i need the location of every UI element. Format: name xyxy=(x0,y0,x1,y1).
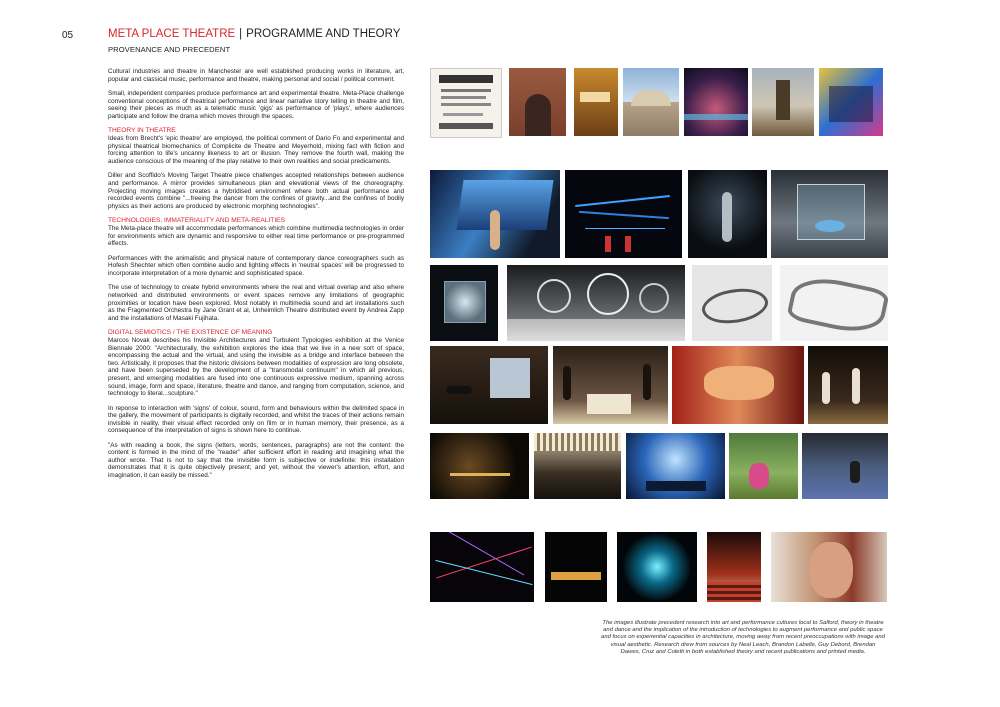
intro-paragraph-1: Cultural industries and theatre in Manchester are well established producing works in literature, art, popular and classical music, performance and theatre, making personal and social / political comment. xyxy=(108,68,404,83)
semiotics-paragraph-2: In reponse to interaction with 'signs' of colour, sound, form and behaviours within the delimited space in the gallery, the movement of participants is digitally recorded, and whilst the traces of their actions remain invisible in reality, their visual effect recorded only on film or in human memory, their presence, as a consequence of the interpretation of signs is shown here to continue. xyxy=(108,404,404,435)
image-colourful-poster xyxy=(819,68,883,136)
image-red-stairs xyxy=(707,532,761,602)
title-primary: META PLACE THEATRE xyxy=(108,28,236,40)
image-wire-sculptures xyxy=(507,265,685,341)
image-blue-projection xyxy=(626,433,725,499)
body-text-column xyxy=(108,68,404,487)
image-hand-closeup xyxy=(672,346,804,424)
section-heading-semiotics: DIGITAL SEMIOTICS / THE EXISTENCE OF MEANING xyxy=(108,329,273,337)
image-library-building xyxy=(623,68,679,136)
technologies-paragraph-3: The use of technology to create hybrid environments where the real and virtual overlap and also where networked and distributed environments or event spaces remove any limitations of geographic proximities or location have been explored. Most notably in multimedia sound and art installations such as the Fragmented Orchestra by Jane Grant et al, Unheimlich Theatre distributed event by Andrea Zapp and the installations of Masaki Fujihata. xyxy=(108,284,404,322)
image-projection-dance xyxy=(430,170,560,258)
image-dancer-dark xyxy=(688,170,767,258)
technologies-paragraph-1: The Meta-place theatre will accommodate performances which combine multimedia technologies in order for environments which are dynamic and responsive to either real time performance or pre-programmed effects. xyxy=(108,225,404,248)
image-hanging-lights xyxy=(534,433,621,499)
image-laser-stage xyxy=(565,170,682,258)
theory-paragraph-2: Diller and Scoffido's Moving Target Theatre piece challenges accepted relationships between audience and performance. A mirror provides simultaneous plan and elevational views of the choreography. Projecting moving images creates a hybridised environment where both actual performance and recorded events combine "...freeing the dancer from the confines of gravity...and the confines of bodily physics as their actions are produced by electronic morphing technologies". xyxy=(108,172,404,210)
image-lit-box-room xyxy=(430,265,498,341)
page-subtitle: PROVENANCE AND PRECEDENT xyxy=(108,45,231,54)
image-glass-cube-stage xyxy=(771,170,888,258)
page-number: 05 xyxy=(62,30,74,41)
semiotics-paragraph-3: "As with reading a book, the signs (letters, words, sentences, paragraphs) are not the content: the content is formed in the mind of the "reader" after sufficient effort in reading and imagining what the author wrote. That is not to say that the invisible form is subjective or indefinite: this installation demonstrates that it is quite objectively present; and yet, without the viewer's attention, effort, and imagination, it can easily be missed." xyxy=(108,441,404,479)
page-title xyxy=(108,28,400,40)
image-dancers-stage xyxy=(808,346,888,424)
image-gallery-audience xyxy=(553,346,668,424)
image-caption: The images illustrate precedent research into art and performance cultures local to Salford, theory in theatre and dance and the implication of the introduction of technologies to augment performance and public space and focus on experiential capacities in architecture, moving away from recent preoccupations with image and visual aesthetic. Research drew from sources by Neal Leach, Brandon Labelle, Guy Debord, Brendan Dawes, Cruz and Coletti in both established theory and recent publications and printed media. xyxy=(601,620,885,655)
image-night-stage xyxy=(545,532,607,602)
image-blue-floor-performance xyxy=(802,433,888,499)
image-twisted-form xyxy=(692,265,772,341)
image-dark-installation xyxy=(430,433,529,499)
image-ribbon-sculpture xyxy=(780,265,888,341)
image-cyan-light-web xyxy=(617,532,697,602)
theory-paragraph-1: Ideas from Brecht's 'epic theatre' are employed, the political comment of Dario Fo and experimental and physical theatrical biomechanics of Complicite de Theatre and Meyerhold, mixing fact with fiction and forcing attention to life's uncanny likeness to art or illusion. They remove the fourth wall, making the audience conscious of the meaning of the play relative to their own realities and social predicaments. xyxy=(108,135,404,165)
image-screen-glasses xyxy=(430,346,548,424)
image-poster-flyer xyxy=(430,68,502,138)
image-laser-grid xyxy=(430,532,534,602)
section-heading-technologies: TECHNOLOGIES, IMMATERIALITY AND META-REALITIES xyxy=(108,217,285,225)
image-book-cover xyxy=(574,68,618,136)
section-heading-theory: THEORY IN THEATRE xyxy=(108,127,176,135)
image-brick-archway xyxy=(509,68,566,136)
image-garden-performer xyxy=(729,433,798,499)
technologies-paragraph-2: Performances with the animalistic and physical nature of contemporary dance coreographers such as Hofesh Shechter which often combine audio and lighting effects in 'neutral spaces' will be progressed to incorporate interpretation of a more dynamic and sophisticated space. xyxy=(108,254,404,277)
title-separator: | xyxy=(239,28,243,40)
semiotics-paragraph-1: Marcos Novak describes his Invisible Architectures and Turbulent Typologies exhibition at the Venice Biennale 2000: "Architecturally, the exhibition explores the idea that we live in a new sort of space, encompassing the actual and the virtual, and using the invisible as a bridge and interface between the two. Artistically, it proposes that the historic divisions between modalities of expression are long obsolete, and have been superseded by the development of a "transmodal continuum" in which all previous, present, and emerging modalities are fused into one continuous expressive medium, spanning across sound, image, form and space, literature, theatre and dance, and ranging from computation, science, and technology to literal...sculpture." xyxy=(108,337,404,398)
title-secondary: PROGRAMME AND THEORY xyxy=(246,28,401,40)
image-painted-face xyxy=(771,532,887,602)
intro-paragraph-2: Small, independent companies produce performance art and experimental theatre. Meta-Place challenge conventional conceptions of theatrical performance and linear narrative story telling in theatre and film, seeing their pieces as much as a telematic music 'gigs' as performance of 'plays', where audiences participate and follow the drama which moves through the spaces. xyxy=(108,90,404,120)
image-stage-lights xyxy=(684,68,748,136)
image-outdoor-sculpture xyxy=(752,68,814,136)
